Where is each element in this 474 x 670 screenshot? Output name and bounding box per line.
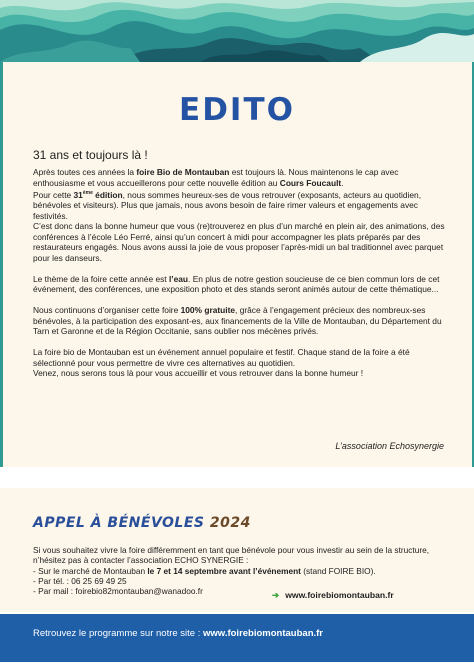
footer-text: Retrouvez le programme sur notre site : www.foirebiomontauban.fr [33, 628, 323, 639]
appel-intro: Si vous souhaitez vivre la foire différemment en tant que bénévole pour vous investir au sein de la structure, n’hésitez pas à contacter l’association ECHO SYNERGIE : [33, 545, 430, 566]
appel-title: APPEL À BÉNÉVOLES 2024 [33, 515, 251, 531]
edito-paragraph-2: Le thème de la foire cette année est l’eau. En plus de notre gestion soucieuse de ce bien commun lors de cet événement, des conférences, une exposition photo et des stands seront animés autour de cette thématique... [33, 273, 440, 295]
edito-paragraph-4: La foire bio de Montauban est un événement annuel populaire et festif. Chaque stand de la foire a été sélectionné pour vous permettre de vivre ces alternatives au quotidien. Venez, nous serons tous là pour vous accueillir et vous retrouver dans la bonne humeur ! [33, 347, 410, 379]
appel-tel-line: - Par tél. : 06 25 69 49 25 [33, 575, 127, 586]
footer-website-link[interactable]: www.foirebiomontauban.fr [203, 628, 323, 639]
appel-year: 2024 [209, 515, 251, 531]
edito-subtitle: 31 ans et toujours là ! [33, 148, 148, 162]
appel-website-line [272, 590, 394, 601]
arrow-right-icon: ➔ [272, 590, 280, 600]
appel-body [33, 545, 445, 596]
edito-paragraph-1: Après toutes ces années la foire Bio de Montauban est toujours là. Nous maintenons le cap avec enthousiasme et vous accueillerons pour cette nouvelle édition au Cours Foucault. Pour cette 31ème édition, nous sommes heureux-ses de vous retrouver (exposants, acteurs au quotidien, bénévoles et visiteurs). Plus que jamais, nous avons besoin de faire rimer valeurs et engagements avec festivités. C’est donc dans la bonne humeur que vous (re)trouverez en plus d’un marché en plein air, des animations, des conférences à l’école Léo Ferré, ainsi qu’un concert à midi pour accompagner les plats préparés par des restaurateurs engagés. Nous avons aussi la joie de vous proposer l’après-midi un bal traditionnel avec parquet pour les danseurs. [33, 167, 445, 263]
edito-paragraph-3: Nous continuons d’organiser cette foire 100% gratuite, grâce à l’engagement précieux des nombreux-ses bénévoles, à la participation des exposant-es, aux financements de la Ville de Montauban, du Département du Tarn et Garonne et de la Région Occitanie, sans oublier nos mécènes privés. [33, 305, 442, 337]
decorative-banner [0, 0, 474, 62]
appel-mail-line: - Par mail : foirebio82montauban@wanadoo.fr [33, 586, 203, 597]
edito-body [33, 167, 445, 389]
appel-market-line: - Sur le marché de Montauban le 7 et 14 septembre avant l’événement (stand FOIRE BIO). [33, 565, 376, 576]
appel-website-link[interactable]: www.foirebiomontauban.fr [285, 590, 394, 600]
edito-signature: L’association Echosynergie [335, 441, 444, 451]
edito-title: EDITO [179, 92, 295, 128]
